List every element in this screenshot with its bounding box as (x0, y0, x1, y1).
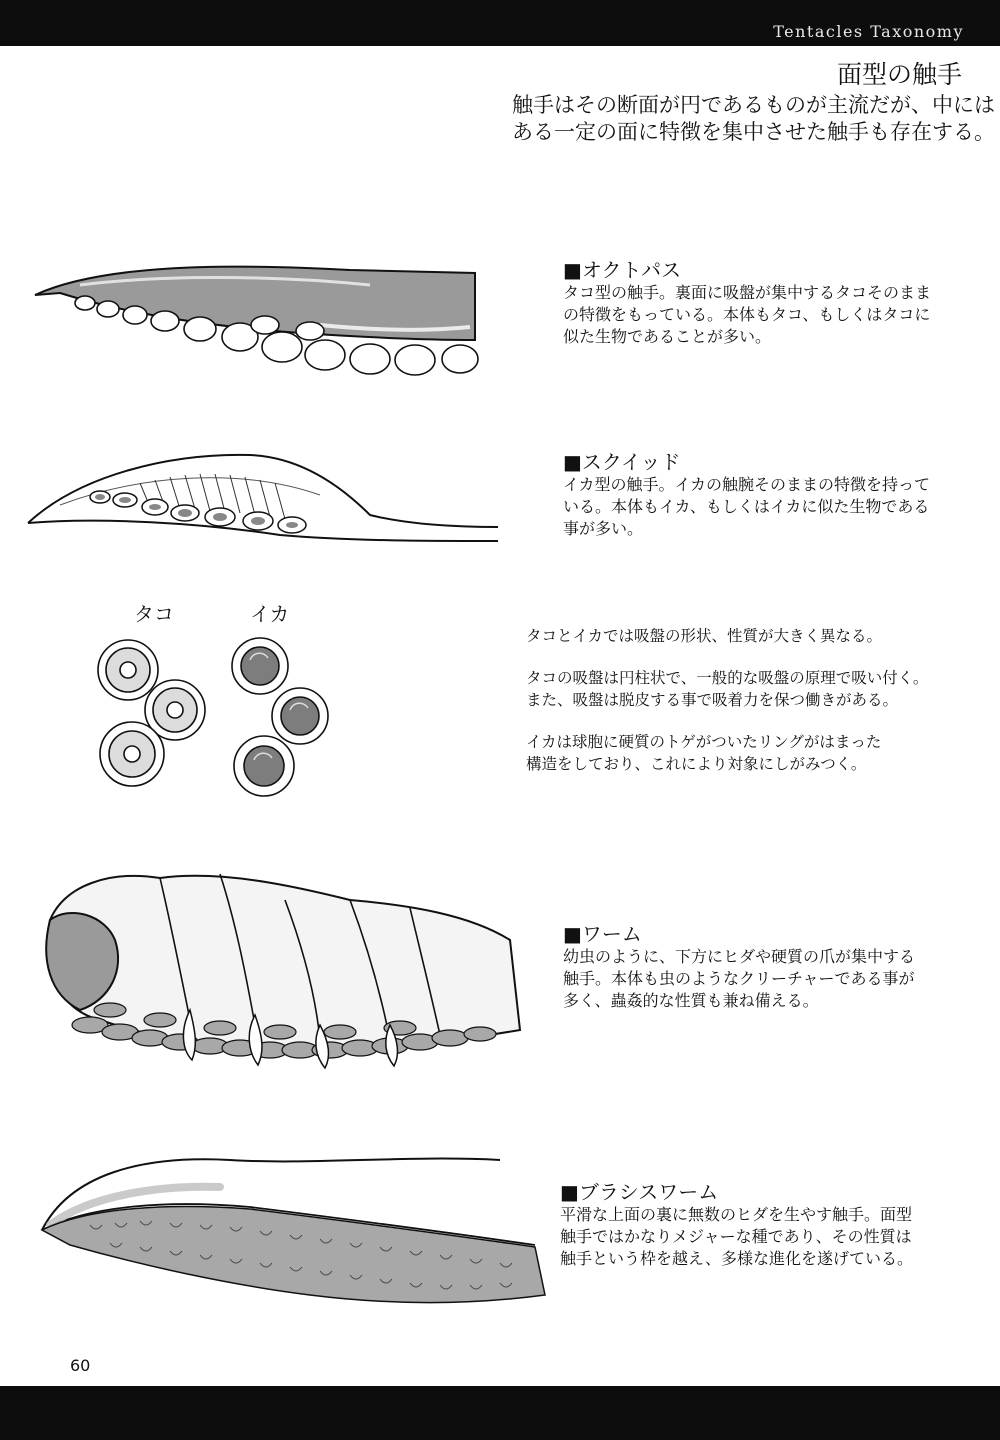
brush-worm-tentacle-illustration (30, 1145, 550, 1320)
note-line: タコの吸盤は円柱状で、一般的な吸盤の原理で吸い付く。 (526, 669, 929, 687)
entry-heading: ■ワーム (563, 922, 642, 946)
entry-heading: ■スクイッド (563, 450, 681, 474)
entry-brush-worm (560, 1180, 913, 1270)
entry-line: いる。本体もイカ、もしくはイカに似た生物である (563, 497, 930, 516)
intro-paragraph (512, 92, 995, 146)
entry-worm (563, 922, 915, 1012)
entry-line: 多く、蟲姦的な性質も兼ね備える。 (563, 991, 819, 1010)
note-line: イカは球胞に硬質のトゲがついたリングがはまった (526, 733, 882, 751)
footer-bar (0, 1386, 1000, 1440)
entry-squid (563, 450, 930, 540)
intro-line: 触手はその断面が円であるものが主流だが、中には (512, 93, 995, 117)
entry-line: 幼虫のように、下方にヒダや硬質の爪が集中する (563, 947, 916, 966)
entry-line: 触手という枠を越え、多様な進化を遂げている。 (560, 1249, 913, 1268)
octopus-tentacle-illustration (20, 245, 500, 385)
entry-heading: ■ブラシスワーム (560, 1180, 719, 1204)
entry-line: の特徴をもっている。本体もタコ、もしくはタコに (563, 305, 931, 324)
octopus-suckers-illustration (90, 630, 220, 800)
entry-line: 触手。本体も虫のようなクリーチャーである事が (563, 969, 915, 988)
page-title: 面型の触手 (836, 60, 962, 89)
entry-line: 触手ではかなりメジャーな種であり、その性質は (560, 1227, 912, 1246)
worm-tentacle-illustration (20, 860, 530, 1075)
page-number: 60 (70, 1356, 91, 1375)
note-line: タコとイカでは吸盤の形状、性質が大きく異なる。 (526, 627, 883, 645)
squid-suckers-illustration (222, 630, 342, 800)
entry-line: 平滑な上面の裏に無数のヒダを生やす触手。面型 (560, 1205, 913, 1224)
squid-sucker-label: イカ (250, 602, 290, 626)
entry-line: 似た生物であることが多い。 (563, 327, 772, 346)
note-line: また、吸盤は脱皮する事で吸着力を保つ働きがある。 (526, 691, 899, 709)
entry-line: 事が多い。 (563, 519, 644, 538)
entry-line: イカ型の触手。イカの触腕そのままの特徴を持って (563, 475, 931, 494)
series-title: Tentacles Taxonomy (773, 22, 964, 41)
intro-line: ある一定の面に特徴を集中させた触手も存在する。 (512, 120, 995, 144)
note-line: 構造をしており、これにより対象にしがみつく。 (526, 755, 867, 773)
entry-heading: ■オクトパス (563, 258, 682, 282)
octopus-sucker-label: タコ (134, 602, 174, 626)
squid-tentacle-illustration (20, 445, 500, 555)
sucker-notes (526, 625, 928, 775)
header-bar (0, 0, 1000, 46)
entry-line: タコ型の触手。裏面に吸盤が集中するタコそのまま (563, 283, 932, 302)
entry-octopus (563, 258, 931, 348)
